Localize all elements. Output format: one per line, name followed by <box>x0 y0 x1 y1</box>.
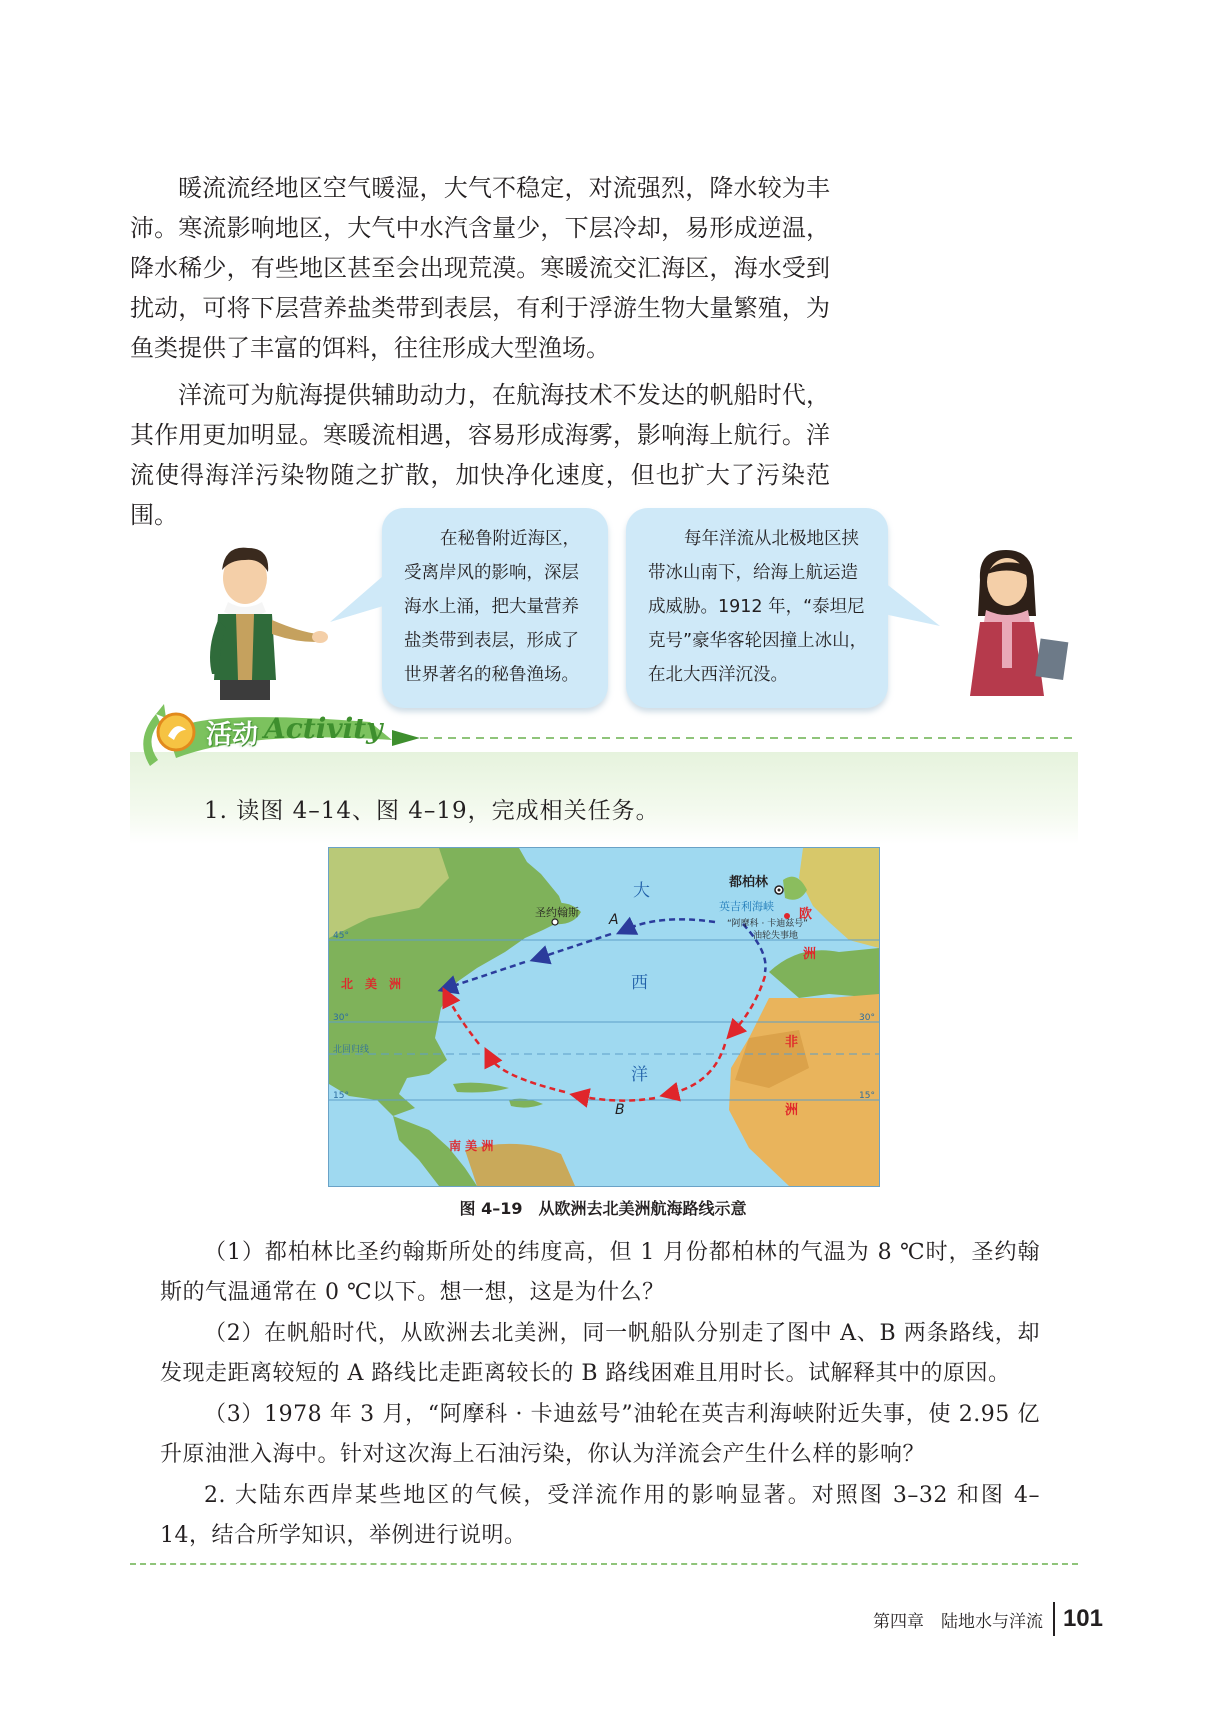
map-label-africa-1: 非 <box>785 1035 799 1050</box>
activity-header <box>130 700 1078 770</box>
map-label-africa-2: 洲 <box>785 1103 799 1118</box>
page-footer <box>873 1601 1103 1637</box>
page-number: 101 <box>1062 1605 1103 1632</box>
activity-title: 活动 <box>206 720 259 750</box>
st-johns-marker <box>552 919 558 925</box>
activity-title-english: Activity <box>264 712 383 745</box>
map-label-yang: 洋 <box>631 1065 648 1085</box>
speech-bubble-right-tail <box>884 576 940 636</box>
map-label-europe-2: 洲 <box>803 947 817 962</box>
map-label-incident-line2: 油轮失事地 <box>753 931 799 941</box>
question-1-1: （1）都柏林比圣约翰斯所处的纬度高，但 1 月份都柏林的气温为 8 ℃时，圣约翰斯的气温通常在 0 ℃以下。想一想，这是为什么？ <box>160 1240 1040 1305</box>
body-paragraph-2: 洋流可为航海提供辅助动力，在航海技术不发达的帆船时代，其作用更加明显。寒暖流相遇，容易形成海雾，影响海上航行。洋流使得海洋污染物随之扩散，加快净化速度，但也扩大了污染范围。 <box>130 381 830 529</box>
question-1-2: （2）在帆船时代，从欧洲去北美洲，同一帆船队分别走了图中 A、B 两条路线，却发现走距离较短的 A 路线比走距离较长的 B 路线困难且用时长。试解释其中的原因。 <box>160 1321 1040 1386</box>
atlantic-route-map <box>329 848 879 1186</box>
map-label-lat45-left: 45° <box>333 931 349 941</box>
activity-task-1: 1. 读图 4–14、图 4–19，完成相关任务。 <box>204 798 660 824</box>
map-label-incident-line1: “阿摩科 · 卡迪兹号” <box>727 919 808 929</box>
question-2: 2. 大陆东西岸某些地区的气候，受洋流作用的影响显著。对照图 3–32 和图 4–14，结合所学知识，举例进行说明。 <box>160 1483 1040 1548</box>
map-label-europe-1: 欧 <box>799 907 813 922</box>
boy-character-illustration <box>190 540 330 700</box>
map-label-lat15-right: 15° <box>859 1091 875 1101</box>
speech-bubble-left-tail <box>330 560 390 630</box>
map-label-lat30-right: 30° <box>859 1013 875 1023</box>
dublin-marker-dot <box>778 889 781 892</box>
speech-bubble-right <box>626 508 888 708</box>
footer-divider <box>1053 1602 1055 1636</box>
girl-character-illustration <box>950 540 1070 700</box>
body-paragraph-1: 暖流流经地区空气暖湿，大气不稳定，对流强烈，降水较为丰沛。寒流影响地区，大气中水汽含量少，下层冷却，易形成逆温，降水稀少，有些地区甚至会出现荒漠。寒暖流交汇海区，海水受到扰动，可将下层营养盐类带到表层，有利于浮游生物大量繁殖，为鱼类提供了丰富的饵料，往往形成大型渔场。 <box>130 174 830 362</box>
question-1-3: （3）1978 年 3 月，“阿摩科 · 卡迪兹号”油轮在英吉利海峡附近失事，使 2.95 亿升原油泄入海中。针对这次海上石油污染，你认为洋流会产生什么样的影响？ <box>160 1402 1040 1467</box>
activity-bottom-divider <box>130 1563 1078 1565</box>
map-label-south-america: 南 美 洲 <box>449 1139 494 1153</box>
map-figure <box>328 847 880 1187</box>
footer-chapter-title: 第四章 陆地水与洋流 <box>872 1611 1043 1632</box>
map-label-north-america: 北 美 洲 <box>341 977 402 991</box>
map-label-da: 大 <box>633 881 650 901</box>
map-caption: 图 4–19 从欧洲去北美洲航海路线示意 <box>459 1199 747 1218</box>
map-label-lat15-left: 15° <box>333 1091 349 1101</box>
speech-bubble-left-text: 在秘鲁附近海区，受离岸风的影响，深层海水上涌，把大量营养盐类带到表层，形成了世界著名的秘鲁渔场。 <box>404 529 580 685</box>
speech-bubble-left <box>382 508 608 708</box>
route-a-label: A <box>609 912 619 928</box>
map-label-xi: 西 <box>631 973 648 993</box>
map-label-st-johns: 圣约翰斯 <box>535 906 579 919</box>
map-label-tropic: 北回归线 <box>333 1045 370 1055</box>
route-b-label: B <box>615 1102 625 1118</box>
map-label-channel: 英吉利海峡 <box>719 900 774 913</box>
speech-bubble-right-text: 每年洋流从北极地区挟带冰山南下，给海上航运造成威胁。1912 年，“泰坦尼克号”豪华客轮因撞上冰山，在北大西洋沉没。 <box>648 529 868 685</box>
map-label-dublin: 都柏林 <box>729 875 769 890</box>
map-label-lat30-left: 30° <box>333 1013 349 1023</box>
